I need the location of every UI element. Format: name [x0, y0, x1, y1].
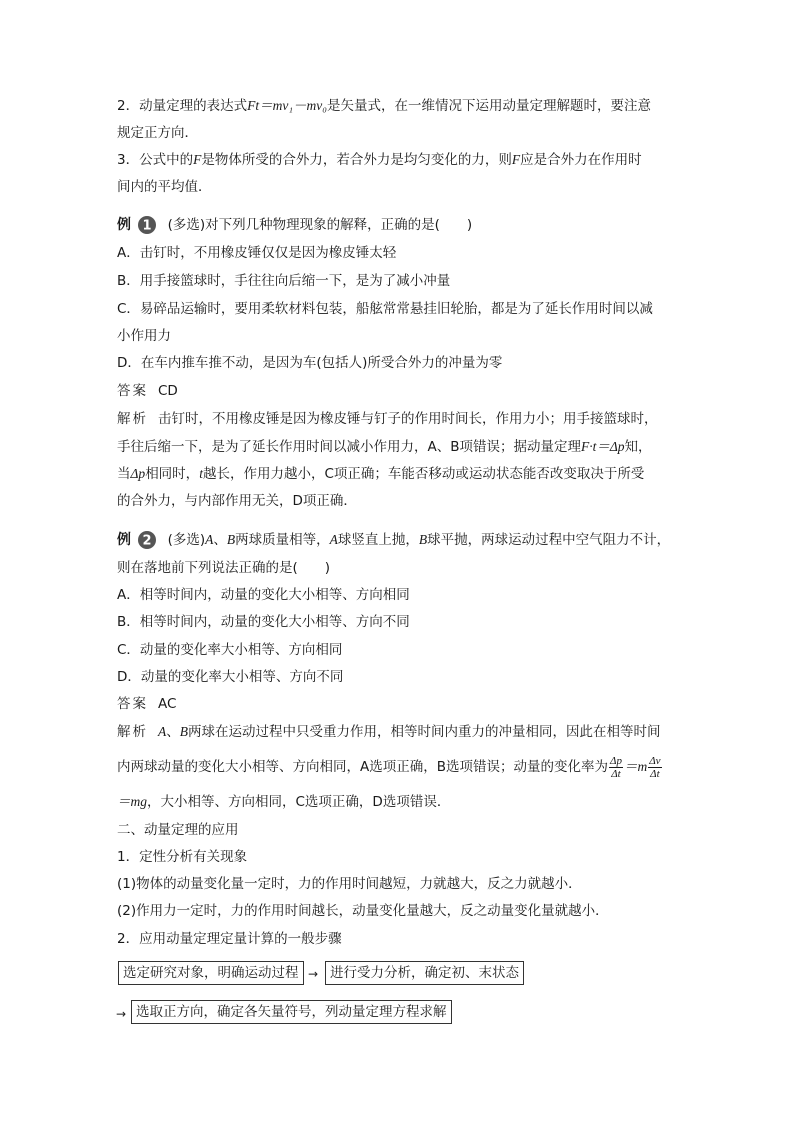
text: 越长，作用力越小，C项正确；车能否移动或运动状态能否改变取决于所受 [202, 466, 645, 482]
section-item-1-1: (1)物体的动量变化量一定时，力的作用时间越短，力就越大，反之力就越小． [117, 876, 582, 892]
example-2-question-cont: 则在落地前下列说法正确的是( ) [117, 560, 331, 576]
text: 是物体所受的合外力，若合外力是均匀变化的力，则 [201, 152, 512, 168]
example-2-option-c: C．动量的变化率大小相等、方向相同 [117, 642, 343, 658]
var-t: t [199, 466, 203, 481]
fraction-numerator: Δv [649, 754, 661, 767]
example-2-answer [117, 694, 176, 714]
example-1-answer [117, 381, 178, 401]
example-1-question [117, 215, 472, 235]
analysis-label: 解析 [117, 411, 148, 427]
text: 是矢量式，在一维情况下运用动量定理解题时，要注意 [326, 98, 651, 114]
var-dp: Δp [130, 466, 146, 481]
example-2-analysis-2 [117, 752, 663, 782]
example-1-option-a: A．击钉时，不用橡皮锤仅仅是因为橡皮锤太轻 [117, 245, 397, 261]
text: 应是合外力在作用时 [520, 152, 642, 168]
intro-line-2 [117, 96, 651, 116]
example-1-option-b: B．用手接篮球时，手往往向后缩一下，是为了减小冲量 [117, 273, 451, 289]
text: 内两球动量的变化大小相等、方向相同，A选项正确，B选项错误；动量的变化率为 [117, 759, 608, 775]
momentum-theorem-formula: Ft＝mv₁－mv₀ [247, 98, 327, 113]
example-number: 1 [142, 218, 152, 234]
fraction-dp-dt [609, 755, 623, 780]
text: 、 [213, 532, 227, 548]
example-1-option-c: C．易碎品运输时，要用柔软材料包装，船舷常常悬挂旧轮胎，都是为了延长作用时间以减 [117, 301, 653, 317]
example-2-option-b: B．相等时间内，动量的变化大小相等、方向不同 [117, 614, 410, 630]
var-b: B [418, 532, 428, 547]
var-a: A [158, 724, 167, 739]
flow-step-1-box: 选定研究对象，明确运动过程 [118, 961, 304, 985]
example-label: 例 [117, 217, 131, 233]
text: 知， [624, 439, 652, 455]
section-item-1-2: (2)作用力一定时，力的作用时间越长，动量变化量越大，反之动量变化量就越小． [117, 903, 609, 919]
example-2-question [117, 530, 670, 550]
section-item-1: 1．定性分析有关现象 [117, 849, 248, 865]
fraction-numerator: Δp [610, 754, 622, 767]
var-b: B [226, 532, 236, 547]
example-label: 例 [117, 532, 131, 548]
text: ＝m [623, 759, 648, 774]
flow-arrow-icon: → [116, 1007, 127, 1021]
text: 、 [166, 724, 180, 740]
formula: ＝mg [117, 794, 147, 809]
example-2-option-a: A．相等时间内，动量的变化大小相等、方向相同 [117, 587, 410, 603]
example-1-analysis-4: 的合外力，与内部作用无关，D项正确． [117, 493, 357, 509]
example-1-option-d: D．在车内推车推不动，是因为车(包括人)所受合外力的冲量为零 [117, 355, 503, 371]
example-2-analysis-1 [117, 722, 661, 742]
answer-label: 答案 [117, 696, 148, 712]
fraction-denominator: Δt [650, 767, 660, 780]
flow-step-3-box: 选取正方向，确定各矢量符号，列动量定理方程求解 [131, 1000, 452, 1024]
text: 两球在运动过程中只受重力作用，相等时间内重力的冲量相同，因此在相等时间 [188, 724, 661, 740]
intro-line-3 [117, 150, 642, 170]
text: 手往后缩一下，是为了延长作用时间以减小作用力，A、B项错误；据动量定理 [117, 439, 581, 455]
example-number: 2 [142, 533, 152, 549]
example-1-analysis-1 [117, 409, 658, 429]
intro-line-3-cont: 间内的平均值． [117, 179, 212, 195]
text: 球平抛，两球运动过程中空气阻力不计， [427, 532, 671, 548]
text: 两球质量相等， [235, 532, 330, 548]
example-2-analysis-3 [117, 792, 450, 812]
text: 球竖直上抛， [337, 532, 419, 548]
flow-step-2-box: 进行受力分析，确定初、末状态 [325, 961, 524, 985]
text: 相同时， [145, 466, 200, 482]
example-1-analysis-3 [117, 464, 644, 484]
section-heading: 二、动量定理的应用 [117, 822, 239, 838]
text: 3．公式中的 [117, 152, 194, 168]
var-f: F [511, 152, 521, 167]
answer-value: AC [158, 696, 177, 712]
example-number-badge-icon [137, 530, 157, 550]
text: (多选) [167, 532, 206, 548]
example-number-badge-icon [137, 215, 157, 235]
answer-label: 答案 [117, 383, 148, 399]
answer-value: CD [158, 383, 178, 399]
var-a: A [205, 532, 214, 547]
fraction-dv-dt [648, 755, 661, 780]
example-1-option-c-cont: 小作用力 [117, 328, 171, 344]
fraction-denominator: Δt [611, 767, 621, 780]
text: 2．动量定理的表达式 [117, 98, 248, 114]
text: 击钉时，不用橡皮锤是因为橡皮锤与钉子的作用时间长，作用力小；用手接篮球时， [158, 411, 658, 427]
section-item-2: 2．应用动量定理定量计算的一般步骤 [117, 931, 342, 947]
example-1-analysis-2 [117, 437, 652, 457]
var-f: F [193, 152, 202, 167]
flow-arrow-icon: → [308, 967, 319, 981]
var-b: B [179, 724, 188, 739]
intro-line-2-cont: 规定正方向． [117, 125, 198, 141]
formula: F·t＝Δp [581, 439, 625, 454]
text: 当 [117, 466, 131, 482]
example-2-option-d: D．动量的变化率大小相等、方向不同 [117, 669, 344, 685]
text: ，大小相等、方向相同，C选项正确，D选项错误． [147, 794, 451, 810]
analysis-label: 解析 [117, 724, 148, 740]
question-text: (多选)对下列几种物理现象的解释，正确的是( ) [167, 217, 473, 233]
var-a: A [329, 532, 338, 547]
